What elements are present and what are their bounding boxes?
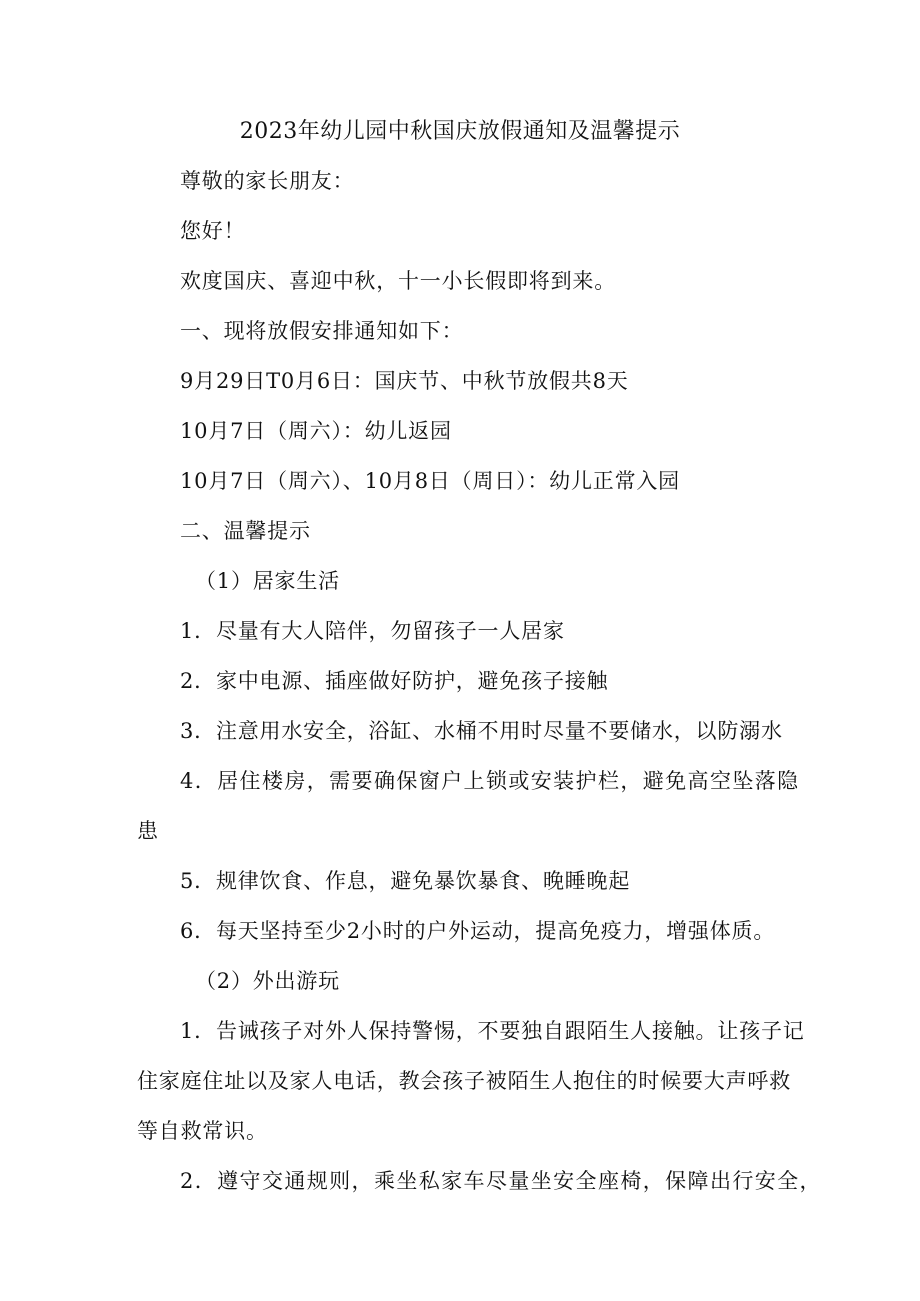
section-heading-tips: 二、温馨提示 — [180, 519, 311, 543]
subsection-heading-outing: （2）外出游玩 — [195, 969, 340, 993]
greeting: 您好！ — [180, 219, 246, 243]
list-item: 1．尽量有大人陪伴，勿留孩子一人居家 — [180, 619, 565, 643]
schedule-item: 10月7日（周六）：幼儿返园 — [180, 419, 452, 443]
list-item: 2．遵守交通规则，乘坐私家车尽量坐安全座椅，保障出行安全， — [180, 1169, 822, 1193]
list-item: 4．居住楼房，需要确保窗户上锁或安装护栏，避免高空坠落隐 — [180, 769, 800, 793]
list-item-continuation: 住家庭住址以及家人电话，教会孩子被陌生人抱住的时候要大声呼救 — [137, 1069, 791, 1093]
schedule-item: 10月7日（周六）、10月8日（周日）：幼儿正常入园 — [180, 469, 680, 493]
list-item: 6．每天坚持至少2小时的户外运动，提高免疫力，增强体质。 — [180, 919, 776, 943]
schedule-item: 9月29日T0月6日：国庆节、中秋节放假共8天 — [180, 369, 629, 393]
subsection-heading-home: （1）居家生活 — [195, 569, 340, 593]
intro-paragraph: 欢度国庆、喜迎中秋，十一小长假即将到来。 — [180, 269, 616, 293]
list-item-continuation: 患 — [137, 819, 159, 843]
list-item-continuation: 等自救常识。 — [137, 1119, 268, 1143]
section-heading-schedule: 一、现将放假安排通知如下： — [180, 319, 464, 343]
list-item: 3．注意用水安全，浴缸、水桶不用时尽量不要储水，以防溺水 — [180, 719, 783, 743]
document-title: 2023年幼儿园中秋国庆放假通知及温馨提示 — [239, 119, 681, 144]
list-item: 2．家中电源、插座做好防护，避免孩子接触 — [180, 669, 609, 693]
list-item: 5．规律饮食、作息，避免暴饮暴食、晚睡晚起 — [180, 869, 631, 893]
list-item: 1．告诫孩子对外人保持警惕，不要独自跟陌生人接触。让孩子记 — [180, 1019, 805, 1043]
salutation: 尊敬的家长朋友： — [180, 169, 355, 193]
